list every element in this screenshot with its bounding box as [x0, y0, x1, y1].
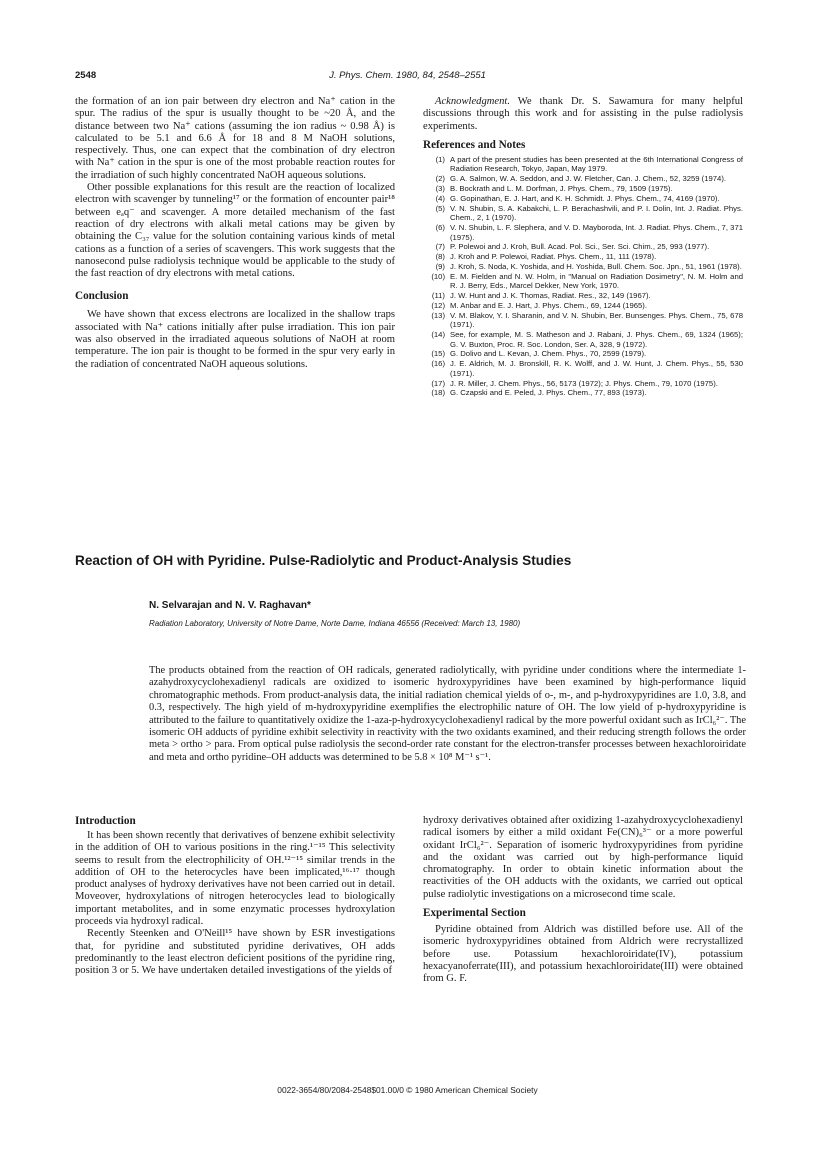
reference-number: (8): [435, 252, 445, 262]
body-paragraph: hydroxy derivatives obtained after oxidizing 1-azahydroxycyclohexadienyl radical isomers by either a mild oxidant Fe(CN)₆³⁻ or a more powerful oxidant IrCl₆²⁻. Separation of isomeric hydroxypyridines from pyridine and the oxidant was carried out by high-performance liquid chromatography. In order to obtain kinetic information about the reactivities of the OH adducts with the oxidants, we carried out optical pulse radiolytic investigations on a microsecond time scale.: [423, 815, 743, 900]
reference-text: G. Dolivo and L. Kevan, J. Chem. Phys., 70, 2599 (1979).: [450, 349, 647, 359]
reference-text: See, for example, M. S. Matheson and J. Rabani, J. Phys. Chem., 69, 1324 (1965); G. V. Buxton, Proc. R. Soc. London, Ser. A, 328, 9 (1972).: [450, 330, 743, 349]
reference-text: G. Czapski and E. Peled, J. Phys. Chem., 77, 893 (1973).: [450, 388, 647, 398]
body-paragraph: Recently Steenken and O'Neill¹⁵ have shown by ESR investigations that, for pyridine and substituted pyridine derivatives, OH adds predominantly to the least electron deficient positions of the pyridine ring, position 3 or 5. We have undertaken detailed investigations of the yields of: [75, 928, 395, 977]
introduction-heading: Introduction: [75, 815, 136, 827]
reference-number: (11): [431, 291, 445, 301]
reference-number: (18): [431, 388, 445, 398]
reference-item: [423, 301, 743, 310]
reference-item: [423, 242, 743, 251]
reference-text: A part of the present studies has been presented at the 6th International Congress of Radiation Research, Tokyo, Japan, May 1979.: [450, 155, 743, 174]
reference-number: (13): [431, 311, 445, 321]
reference-number: (10): [431, 272, 445, 282]
reference-number: (4): [435, 194, 445, 204]
reference-number: (3): [435, 184, 445, 194]
acknowledgment-label: Acknowledgment.: [435, 96, 511, 107]
reference-item: [423, 262, 743, 271]
article-title: Reaction of OH with Pyridine. Pulse-Radiolytic and Product-Analysis Studies: [75, 553, 572, 568]
reference-text: P. Polewoi and J. Kroh, Bull. Acad. Pol. Sci., Ser. Sci. Chim., 25, 993 (1977).: [450, 242, 710, 252]
page-number: 2548: [75, 70, 97, 81]
reference-item: [423, 349, 743, 358]
reference-number: (15): [431, 349, 445, 359]
top-left-column: [75, 96, 395, 371]
reference-text: B. Bockrath and L. M. Dorfman, J. Phys. Chem., 79, 1509 (1975).: [450, 184, 673, 194]
reference-item: [423, 223, 743, 242]
running-header: [75, 70, 740, 84]
reference-item: [423, 291, 743, 300]
reference-number: (1): [435, 155, 445, 165]
reference-text: J. W. Hunt and J. K. Thomas, Radiat. Res., 32, 149 (1967).: [450, 291, 651, 301]
reference-number: (7): [435, 242, 445, 252]
reference-text: V. N. Shubin, S. A. Kabakchi, L. P. Berachashvili, and P. I. Dolin, Int. J. Radiat. Phys. Chem., 2, 1 (1970).: [450, 204, 743, 223]
reference-text: J. Kroh, S. Noda, K. Yoshida, and H. Yoshida, Bull. Chem. Soc. Jpn., 51, 1961 (1978).: [450, 262, 742, 272]
bottom-left-column: [75, 815, 395, 978]
journal-citation: J. Phys. Chem. 1980, 84, 2548–2551: [329, 70, 486, 81]
abstract: The products obtained from the reaction of OH radicals, generated radiolytically, with pyridine under conditions where the intermediate 1-azahydroxycyclohexadienyl radicals are oxidized to isomeric hydroxypyridines have been examined by high-performance liquid chromatographic methods. From product-analysis data, the initial radiation chemical yields of o-, m-, and p-hydroxypyridines are 1.0, 3.8, and 0.3, respectively. The high yield of m-hydroxypyridine exemplifies the electrophilic nature of OH. The low yield of p-hydroxypyridine is attributed to the failure to quantitatively oxidize the 1-aza-p-hydroxycyclohexadienyl radical by the more powerful oxidant such as IrCl₆²⁻. The isomeric OH adducts of pyridine exhibit selectivity in reactivity with the two oxidants examined, and their reducing strength follows the order meta > ortho > para. From optical pulse radiolysis the second-order rate constant for the electron-transfer processes between hexachloroiridate and meta and ortho pyridine–OH adducts was determined to be 5.8 × 10⁸ M⁻¹ s⁻¹.: [149, 665, 746, 763]
reference-item: [423, 272, 743, 291]
reference-number: (6): [435, 223, 445, 233]
references-list: [423, 155, 743, 398]
bottom-right-column: [423, 815, 743, 986]
article-affiliation: Radiation Laboratory, University of Notre Dame, Norte Dame, Indiana 46556 (Received: March 13, 1980): [149, 619, 521, 628]
reference-item: [423, 311, 743, 330]
references-heading: References and Notes: [423, 138, 526, 151]
reference-number: (5): [435, 204, 445, 214]
reference-text: M. Anbar and E. J. Hart, J. Phys. Chem., 69, 1244 (1965).: [450, 301, 647, 311]
reference-item: [423, 388, 743, 397]
conclusion-heading: Conclusion: [75, 290, 129, 303]
body-paragraph: Other possible explanations for this result are the reaction of localized electron with scavenger by tunneling¹⁷ or the formation of encounter pair¹⁸ between eₐq⁻ and scavenger. A more detailed mechanism of the fast reaction of dry electrons with alkali metal cations may be given by obtaining the C₃₇ value for the solution containing various kinds of metal cations as a function of a series of scavengers. This work suggests that the nanosecond pulse radiolysis technique would be applicable to the study of the fast reaction of dry electrons with metal cations.: [75, 182, 395, 280]
reference-text: V. M. Blakov, Y. I. Sharanin, and V. N. Shubin, Ber. Bunsenges. Phys. Chem., 75, 678 (1971).: [450, 311, 743, 330]
reference-text: J. Kroh and P. Polewoi, Radiat. Phys. Chem., 11, 111 (1978).: [450, 252, 657, 262]
reference-number: (9): [435, 262, 445, 272]
reference-text: J. R. Miller, J. Chem. Phys., 56, 5173 (1972); J. Phys. Chem., 79, 1070 (1975).: [450, 378, 718, 388]
copyright-footer: 0022-3654/80/2084-2548$01.00/0 © 1980 American Chemical Society: [277, 1085, 538, 1095]
reference-text: G. Gopinathan, E. J. Hart, and K. H. Schmidt. J. Phys. Chem., 74, 4169 (1970).: [450, 194, 720, 204]
body-paragraph: the formation of an ion pair between dry electron and Na⁺ cation in the spur. The radius of the spur is usually thought to be ~20 Å, and the distance between two Na⁺ cations (assuming the ion radius ~ 0.98 Å) is calculated to be 5.1 and 6.6 Å for 18 and 8 M NaOH solutions, respectively. Thus, one can expect that the combination of dry electron with Na⁺ cation in the spur is one of the most probable reaction routes for the irradiation of such highly concentrated NaOH aqueous solutions.: [75, 96, 395, 181]
acknowledgment-text: We thank Dr. S. Sawamura for many helpful discussions through this work and for assisting in the pulse radiolysis experiments.: [423, 96, 743, 132]
reference-text: E. M. Fielden and N. W. Holm, in "Manual on Radiation Dosimetry", N. M. Holm and R. J. Berry, Eds., Marcel Dekker, New York, 1970.: [450, 272, 743, 291]
reference-item: [423, 184, 743, 193]
experimental-heading: Experimental Section: [423, 907, 526, 920]
body-paragraph: Pyridine obtained from Aldrich was distilled before use. All of the isomeric hydroxypyridines obtained from Aldrich were recrystallized before use. Potassium hexachloroiridate(IV), potassium hexacyanoferrate(III), and potassium hexachloroiridate(III) were obtained from G. F.: [423, 924, 743, 985]
reference-item: [423, 174, 743, 183]
reference-number: (17): [431, 378, 445, 388]
reference-item: [423, 330, 743, 349]
reference-item: [423, 155, 743, 174]
body-paragraph: It has been shown recently that derivatives of benzene exhibit selectivity in the addition of OH to various positions in the ring.¹⁻¹⁵ This selectivity seems to result from the electrophilicity of OH.¹²⁻¹⁵ similar trends in the addition of OH to the heterocycles have been implicated,¹⁶·¹⁷ though product analyses of hydroxy derivatives have not been carried out in detail. Moveover, hydroxylations of nitrogen heterocycles lead to biologically important metabolites, and in some enzymatic processes hydroxylation proceeds via hydroxyl radical.: [75, 830, 395, 928]
reference-number: (2): [435, 174, 445, 184]
reference-text: G. A. Salmon, W. A. Seddon, and J. W. Fletcher, Can. J. Chem., 52, 3259 (1974).: [450, 174, 727, 184]
reference-text: J. E. Aldrich, M. J. Bronskill, R. K. Wolff, and J. W. Hunt, J. Chem. Phys., 55, 530 (1971).: [450, 359, 743, 378]
reference-text: V. N. Shubin, L. F. Slephera, and V. D. Mayboroda, Int. J. Radiat. Phys. Chem., 7, 371 (1975).: [450, 223, 743, 242]
reference-number: (16): [431, 359, 445, 369]
conclusion-paragraph: We have shown that excess electrons are localized in the shallow traps associated with Na⁺ cations initially after pulse irradiation. This ion pair was also observed in the irradiated aqueous solutions of NaOH at room temperature. The ion pair is thought to be formed in the spur very early in the radiation of concentrated NaOH aqueous solutions.: [75, 309, 395, 370]
article-authors: N. Selvarajan and N. V. Raghavan*: [149, 600, 311, 611]
reference-item: [423, 194, 743, 203]
reference-number: (14): [431, 330, 445, 340]
reference-item: [423, 379, 743, 388]
reference-item: [423, 204, 743, 223]
reference-item: [423, 252, 743, 261]
reference-number: (12): [431, 301, 445, 311]
top-right-column: [423, 96, 743, 398]
reference-item: [423, 359, 743, 378]
